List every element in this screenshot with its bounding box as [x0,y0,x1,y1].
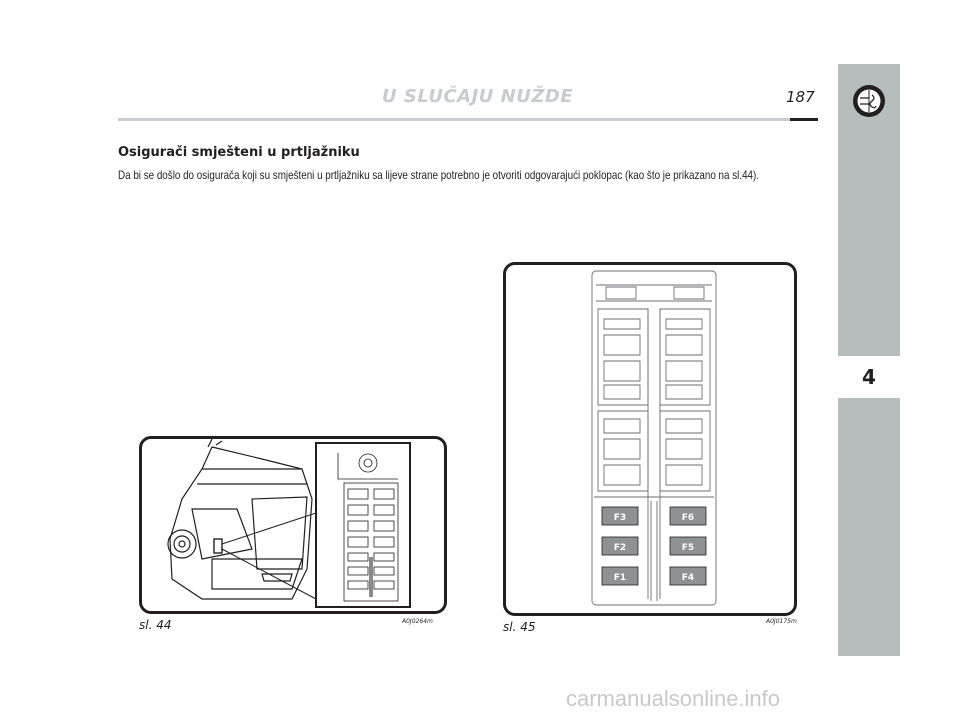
header-rule [118,118,818,121]
header-rule-accent [790,118,818,121]
car-trunk-illustration [142,439,444,611]
alfa-romeo-logo-icon [852,84,886,118]
fuse-label: F5 [681,543,695,553]
fuse-label: F4 [681,573,695,583]
section-heading: Osigurači smješteni u prtljažniku [118,145,360,160]
figure-45-caption: sl. 45 [503,620,536,634]
figure-44 [139,436,447,614]
watermark: carmanualsonline.info [566,686,781,711]
fuse-label: F2 [613,543,627,553]
fuse-label: F3 [613,513,627,523]
figure-45 [503,262,797,616]
figure-44-caption: sl. 44 [139,618,172,632]
figure-45-code: A0J0175m [766,618,797,625]
fuse-box-diagram [506,265,794,613]
page-number: 187 [786,88,815,106]
body-text: Da bi se došlo do osigurača koji su smješteni u prtljažniku sa lijeve strane potrebno je otvoriti odgovarajući poklopac (kao što je prikazano na sl.44). [118,168,760,182]
figure-44-code: A0J0264m [402,618,433,625]
fuse-label: F1 [613,573,627,583]
fuse-label: F6 [681,513,695,523]
page-title: U SLUČAJU NUŽDE [382,86,574,107]
chapter-number: 4 [838,356,900,398]
